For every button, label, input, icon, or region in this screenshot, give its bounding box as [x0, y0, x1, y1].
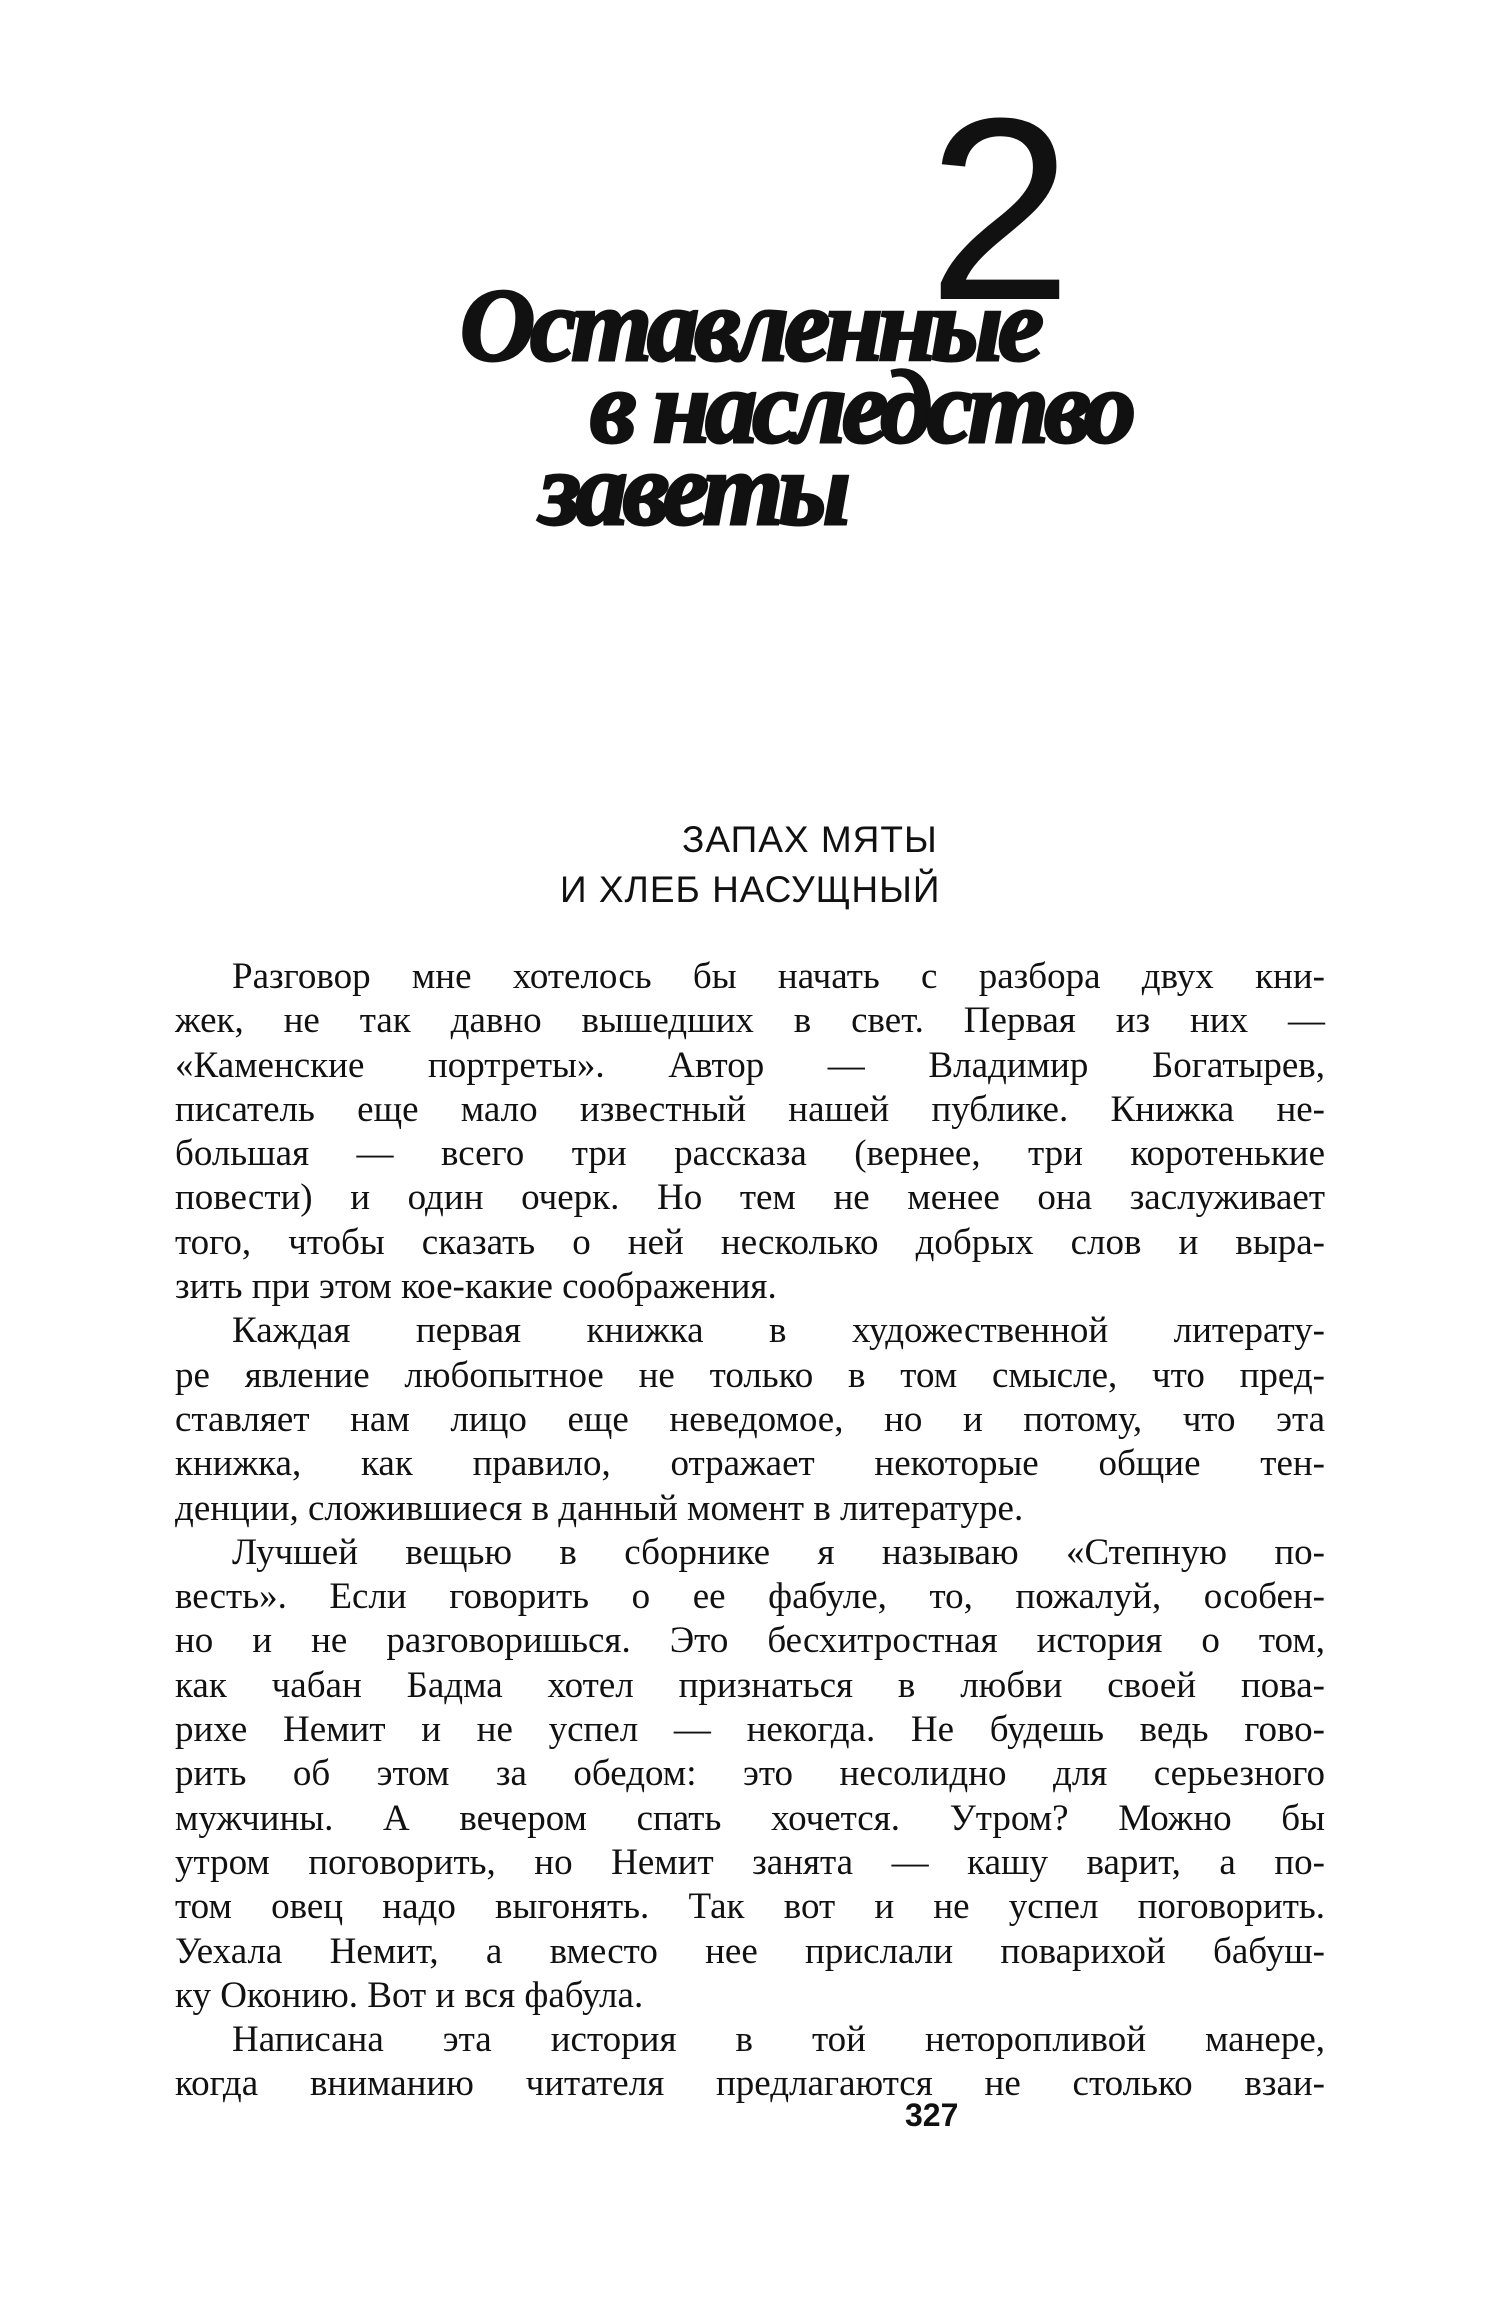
text-line: когда вниманию читателя предлагаются не столько взаи- [175, 2063, 1325, 2105]
text-line: того, чтобы сказать о ней несколько добрых слов и выра- [175, 1221, 1325, 1263]
text-line: ставляет нам лицо еще неведомое, но и потому, что эта [175, 1398, 1325, 1440]
text-line: том овец надо выгонять. Так вот и не успел поговорить. [175, 1886, 1325, 1928]
text-line: как чабан Бадма хотел признаться в любви своей пова- [175, 1664, 1325, 1706]
text-line: Написана эта история в той неторопливой манере, [232, 2019, 1325, 2061]
text-line: но и не разговоришься. Это бесхитростная история о том, [175, 1620, 1325, 1662]
page-number: 327 [905, 2097, 959, 2133]
body-text [175, 955, 1325, 2107]
text-line: большая — всего три рассказа (вернее, три коротенькие [175, 1133, 1325, 1175]
text-line: зить при этом кое-какие соображения. [175, 1266, 777, 1308]
section-heading-line: ЗАПАХ МЯТЫ [682, 819, 938, 860]
text-line: писатель еще мало известный нашей публике. Книжка не- [175, 1088, 1325, 1130]
chapter-title [445, 268, 1345, 547]
text-line: Уехала Немит, а вместо нее прислали поварихой бабуш- [175, 1930, 1325, 1972]
text-line: Каждая первая книжка в художественной литерату- [232, 1310, 1325, 1352]
chapter-title-line: Оставленные [460, 268, 1039, 383]
text-line: Лучшей вещью в сборнике я называю «Степную по- [232, 1531, 1325, 1573]
text-line: «Каменские портреты». Автор — Владимир Богатырев, [175, 1044, 1325, 1086]
text-line: ку Оконию. Вот и вся фабула. [175, 1974, 644, 2016]
text-line: жек, не так давно вышедших в свет. Первая из них — [175, 1000, 1325, 1042]
chapter-number: 2 [927, 65, 1073, 355]
text-line: утром поговорить, но Немит занята — кашу варит, а по- [175, 1841, 1325, 1883]
text-line: повести) и один очерк. Но тем не менее она заслуживает [175, 1177, 1325, 1219]
text-line: мужчины. А вечером спать хочется. Утром? Можно бы [175, 1797, 1325, 1839]
section-heading-line: И ХЛЕБ НАСУЩНЫЙ [560, 869, 941, 910]
chapter-title-line: заветы [540, 432, 846, 547]
text-line: денции, сложившиеся в данный момент в литературе. [175, 1487, 1024, 1529]
text-line: ре явление любопытное не только в том смысле, что пред- [175, 1354, 1325, 1396]
section-heading [560, 815, 1080, 915]
text-line: весть». Если говорить о ее фабуле, то, пожалуй, особен- [175, 1576, 1325, 1618]
text-line: рихе Немит и не успел — некогда. Не будешь ведь гово- [175, 1709, 1325, 1751]
text-line: рить об этом за обедом: это несолидно для серьезного [175, 1753, 1325, 1795]
text-line: Разговор мне хотелось бы начать с разбора двух кни- [232, 956, 1325, 997]
text-line: книжка, как правило, отражает некоторые общие тен- [175, 1443, 1325, 1485]
chapter-title-line: в наследство [590, 350, 1132, 465]
